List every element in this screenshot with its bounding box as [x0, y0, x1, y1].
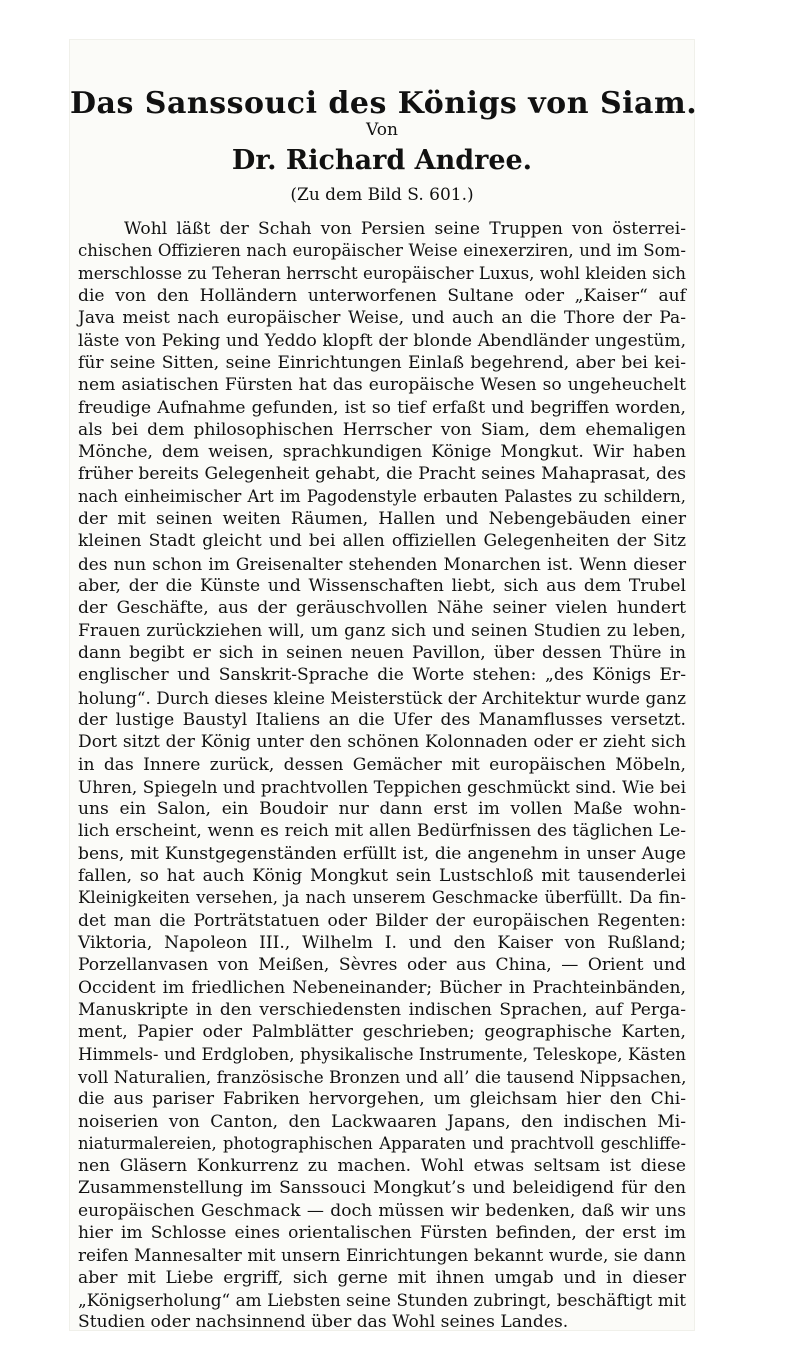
text-line: Himmels- und Erdgloben, physikalische Instrumente, Teleskope, Kästen	[78, 1044, 686, 1064]
text-line: Java meist nach europäischer Weise, und auch an die Thore der Pa-	[78, 308, 686, 329]
text-line: fallen, so hat auch König Mongkut sein Lustschloß mit tausenderlei	[78, 866, 686, 887]
text-line: Mönche, dem weisen, sprachkundigen Könige Mongkut. Wir haben	[78, 442, 686, 463]
text-line: freudige Aufnahme gefunden, ist so tief erfaßt und begriffen worden,	[78, 397, 686, 418]
text-line: Occident im friedlichen Nebeneinander; Bücher in Prachteinbänden,	[78, 977, 686, 998]
text-line: Zusammenstellung im Sanssouci Mongkut’s und beleidigend für den	[78, 1178, 686, 1199]
text-line: Kleinigkeiten versehen, ja nach unserem Geschmacke überfüllt. Da fin-	[78, 888, 686, 908]
text-line: der Geschäfte, aus der geräuschvollen Nähe seiner vielen hundert	[78, 598, 686, 619]
text-line: aber, der die Künste und Wissenschaften liebt, sich aus dem Trubel	[78, 576, 686, 596]
text-line: nach einheimischer Art im Pagodenstyle erbauten Palastes zu schildern,	[78, 486, 686, 506]
text-line: läste von Peking und Yeddo klopft der blonde Abendländer ungestüm,	[78, 330, 686, 351]
text-line: als bei dem philosophischen Herrscher von Siam, dem ehemaligen	[78, 419, 686, 440]
text-line: Viktoria, Napoleon III., Wilhelm I. und den Kaiser von Rußland;	[78, 933, 686, 953]
text-line: Porzellanvasen von Meißen, Sèvres oder aus China, — Orient und	[78, 955, 686, 976]
text-line: voll Naturalien, französische Bronzen und all’ die tausend Nippsachen,	[78, 1066, 687, 1087]
text-line: die von den Holländern unterworfenen Sultane oder „Kaiser“ auf	[78, 285, 686, 306]
text-line: Manuskripte in den verschiedensten indischen Sprachen, auf Perga-	[78, 999, 686, 1020]
text-line: ment, Papier oder Palmblätter geschrieben; geographische Karten,	[78, 1022, 686, 1043]
text-line: Dort sitzt der König unter den schönen Kolonnaden oder er zieht sich	[78, 732, 686, 753]
text-line: der lustige Baustyl Italiens an die Ufer des Manamflusses versetzt.	[78, 709, 686, 730]
article-body	[78, 218, 686, 1334]
page-scan	[70, 40, 698, 1333]
text-line: niaturmalereien, photographischen Apparaten und prachtvoll geschliffe-	[78, 1133, 686, 1153]
text-line: noiserien von Canton, den Lackwaaren Japans, den indischen Mi-	[78, 1111, 686, 1132]
text-line: chischen Offizieren nach europäischer Weise einexerziren, und im Som-	[78, 241, 686, 261]
text-line: holung“. Durch dieses kleine Meisterstück der Architektur wurde ganz	[78, 687, 686, 708]
text-line: die aus pariser Fabriken hervorgehen, um gleichsam hier den Chi-	[78, 1089, 686, 1110]
text-line: Studien oder nachsinnend über das Wohl seines Landes.	[78, 1312, 569, 1333]
text-line: merschlosse zu Teheran herrscht europäischer Luxus, wohl kleiden sich	[78, 263, 686, 283]
image-reference: (Zu dem Bild S. 601.)	[290, 185, 474, 205]
text-line: lich erscheint, wenn es reich mit allen Bedürfnissen des täglichen Le-	[78, 821, 686, 842]
text-line: englischer und Sanskrit-Sprache die Worte stehen: „des Königs Er-	[78, 665, 686, 686]
text-line: nem asiatischen Fürsten hat das europäische Wesen so ungeheuchelt	[78, 375, 686, 396]
author-name: Dr. Richard Andree.	[231, 145, 533, 176]
text-line: „Königserholung“ am Liebsten seine Stunden zubringt, beschäftigt mit	[78, 1290, 686, 1310]
text-line: des nun schon im Greisenalter stehenden Monarchen ist. Wenn dieser	[78, 553, 686, 574]
text-line: uns ein Salon, ein Boudoir nur dann erst im vollen Maße wohn-	[78, 799, 686, 820]
text-line: europäischen Geschmack — doch müssen wir bedenken, daß wir uns	[78, 1200, 686, 1221]
text-line: in das Innere zurück, dessen Gemächer mit europäischen Möbeln,	[78, 754, 686, 775]
article-title: Das Sanssouci des Königs von Siam.	[70, 86, 698, 121]
text-line: für seine Sitten, seine Einrichtungen Einlaß begehrend, aber bei kei-	[78, 352, 686, 373]
text-line: kleinen Stadt gleicht und bei allen offiziellen Gelegenheiten der Sitz	[78, 531, 686, 552]
text-line: aber mit Liebe ergriff, sich gerne mit ihnen umgab und in dieser	[78, 1267, 686, 1288]
text-line: Wohl läßt der Schah von Persien seine Truppen von österrei-	[124, 219, 686, 239]
text-line: der mit seinen weiten Räumen, Hallen und Nebengebäuden einer	[78, 509, 686, 530]
text-line: Uhren, Spiegeln und prachtvollen Teppichen geschmückt sind. Wie bei	[78, 776, 686, 797]
text-line: dann begibt er sich in seinen neuen Pavillon, über dessen Thüre in	[78, 642, 686, 663]
text-line: Frauen zurückziehen will, um ganz sich und seinen Studien zu leben,	[78, 620, 686, 641]
text-line: hier im Schlosse eines orientalischen Fürsten befinden, der erst im	[78, 1223, 686, 1244]
byline: Von	[366, 120, 398, 140]
text-line: bens, mit Kunstgegenständen erfüllt ist, die angenehm in unser Auge	[78, 843, 686, 864]
text-line: nen Gläsern Konkurrenz zu machen. Wohl etwas seltsam ist diese	[78, 1156, 686, 1177]
text-line: früher bereits Gelegenheit gehabt, die Pracht seines Mahaprasat, des	[78, 464, 686, 485]
text-line: det man die Porträtstatuen oder Bilder der europäischen Regenten:	[78, 910, 686, 931]
text-line: reifen Mannesalter mit unsern Einrichtungen bekannt wurde, sie dann	[78, 1245, 686, 1266]
